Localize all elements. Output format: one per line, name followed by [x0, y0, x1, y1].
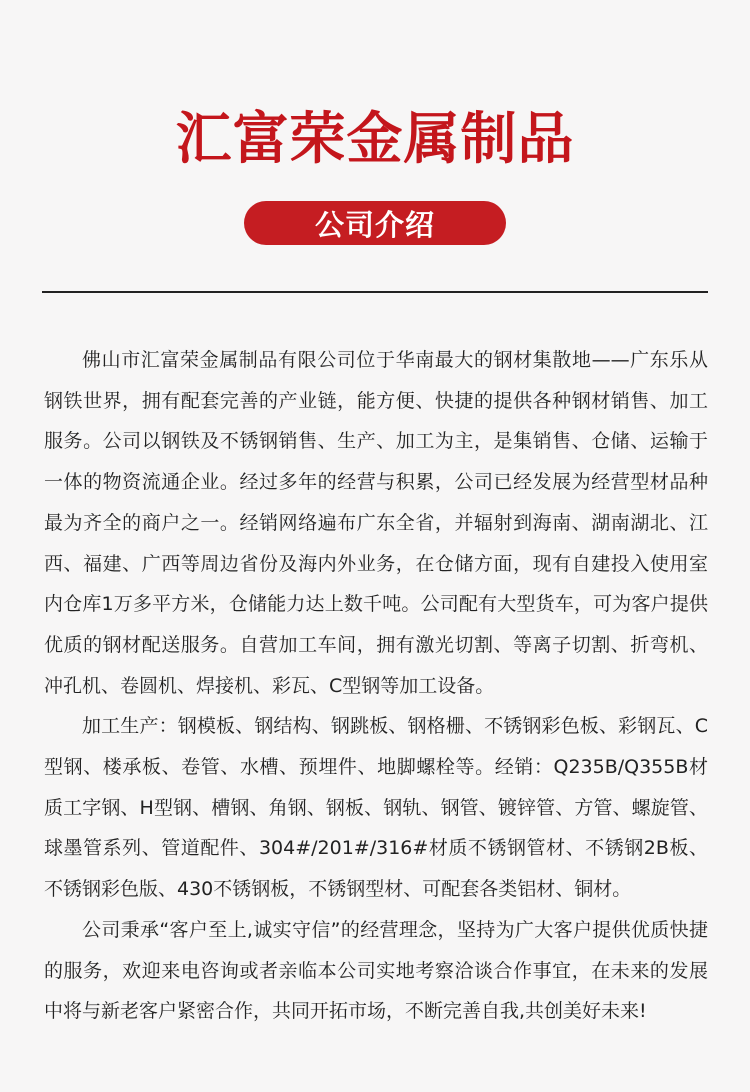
products-paragraph: 加工生产：钢模板、钢结构、钢跳板、钢格栅、不锈钢彩色板、彩钢瓦、C型钢、楼承板、卷管、水槽、预埋件、地脚螺栓等。经销：Q235B/Q355B材质工字钢、H型钢、槽钢、角钢、钢板、钢轨、钢管、镀锌管、方管、螺旋管、球墨管系列、管道配件、304#/201#/316#材质不锈钢管材、不锈钢2B板、不锈钢彩色版、430不锈钢板，不锈钢型材、可配套各类铝材、铜材。 [44, 715, 708, 901]
philosophy-paragraph: 公司秉承“客户至上,诚实守信”的经营理念，坚持为广大客户提供优质快捷的服务，欢迎来电咨询或者亲临本公司实地考察洽谈合作事宜，在未来的发展中将与新老客户紧密合作，共同开拓市场，不断完善自我,共创美好未来! [44, 918, 708, 1023]
company-title: 汇富荣金属制品 [175, 107, 575, 172]
section-label-text: 公司介绍 [314, 207, 435, 242]
section-label-badge [244, 201, 506, 245]
divider [42, 291, 708, 293]
company-intro-text [44, 340, 708, 1032]
intro-paragraph: 佛山市汇富荣金属制品有限公司位于华南最大的钢材集散地——广东乐从钢铁世界，拥有配套完善的产业链，能方便、快捷的提供各种钢材销售、加工服务。公司以钢铁及不锈钢销售、生产、加工为主，是集销售、仓储、运输于一体的物资流通企业。经过多年的经营与积累，公司已经发展为经营型材品种最为齐全的商户之一。经销网络遍布广东全省，并辐射到海南、湖南湖北、江西、福建、广西等周边省份及海内外业务，在仓储方面，现有自建投入使用室内仓库1万多平方米，仓储能力达上数千吨。公司配有大型货车，可为客户提供优质的钢材配送服务。自营加工车间，拥有激光切割、等离子切割、折弯机、冲孔机、卷圆机、焊接机、彩瓦、C型钢等加工设备。 [44, 349, 708, 697]
